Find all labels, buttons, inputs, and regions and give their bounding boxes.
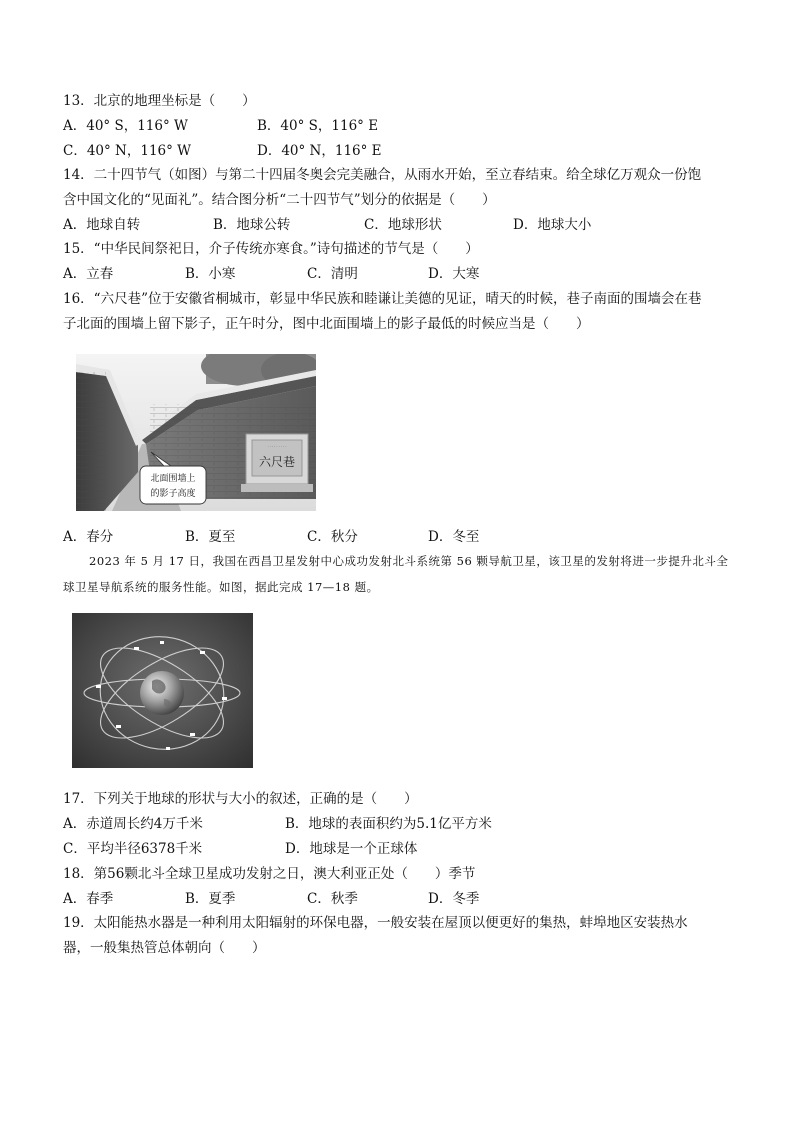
question-15-option-b: B．小寒	[185, 266, 236, 282]
question-16-stem-line-2: 子北面的围墙上留下影子，正午时分，图中北面围墙上的影子最低的时候应当是（ ）	[63, 316, 590, 332]
question-19-stem-line-2: 器，一般集热管总体朝向（ ）	[63, 940, 266, 956]
question-18-stem: 18．第56颗北斗全球卫星成功发射之日，澳大利亚正处（ ）季节	[63, 866, 476, 882]
question-18-option-c: C．秋季	[307, 891, 358, 907]
question-14-option-b: B．地球公转	[213, 217, 291, 233]
question-13-option-d: D．40° N，116° E	[257, 143, 382, 159]
reading-passage: 2023 年 5 月 17 日，我国在西昌卫星发射中心成功发射北斗系统第 56 颗导航卫星，该卫星的发射将进一步提升北斗全球卫星导航系统的服务性能。如图，据此完成 17—18 题。	[63, 554, 729, 594]
svg-text:· · · · · · · · ·: · · · · · · · · ·	[267, 445, 287, 449]
question-16-stem-line-1: 16．“六尺巷”位于安徽省桐城市，彰显中华民族和睦谦让美德的见证，晴天的时候，巷子南面的围墙会在巷	[63, 291, 702, 307]
question-18-option-d: D．冬季	[428, 891, 480, 907]
question-14-option-c: C．地球形状	[364, 217, 442, 233]
question-17-option-c: C．平均半径6378千米	[63, 841, 203, 857]
question-13-option-c: C．40° N，116° W	[63, 143, 192, 159]
question-17-option-d: D．地球是一个正球体	[285, 841, 418, 857]
question-14-stem-line-2: 含中国文化的“见面礼”。结合图分析“二十四节气”划分的依据是（ ）	[63, 192, 496, 208]
question-14-option-d: D．地球大小	[513, 217, 592, 233]
question-15-option-d: D．大寒	[428, 266, 480, 282]
question-13-option-b: B．40° S，116° E	[257, 118, 379, 134]
question-16-option-d: D．冬至	[428, 529, 480, 545]
question-14-option-a: A．地球自转	[63, 217, 141, 233]
question-16-option-b: B．夏至	[185, 529, 236, 545]
question-17-option-b: B．地球的表面积约为5.1亿平方米	[285, 816, 492, 832]
question-19-stem-line-1: 19．太阳能热水器是一种利用太阳辐射的环保电器，一般安装在屋顶以便更好的集热，蚌埠地区安装热水	[63, 915, 688, 931]
question-17-option-a: A．赤道周长约4万千米	[63, 816, 203, 832]
plaque-text: 六尺巷	[258, 455, 296, 469]
question-18-option-b: B．夏季	[185, 891, 236, 907]
question-15-option-c: C．清明	[307, 266, 358, 282]
question-13-stem: 13．北京的地理坐标是（ ）	[63, 93, 256, 109]
satellite-orbit-image	[72, 613, 253, 768]
question-13-option-a: A．40° S，116° W	[63, 118, 188, 134]
liuchixiang-photo	[76, 354, 316, 511]
callout-line-1: 北面围墙上	[150, 474, 196, 484]
question-16-option-a: A．春分	[63, 529, 114, 545]
question-18-option-a: A．春季	[63, 891, 114, 907]
question-17-stem: 17．下列关于地球的形状与大小的叙述，正确的是（ ）	[63, 791, 418, 807]
question-16-option-c: C．秋分	[307, 529, 358, 545]
question-15-option-a: A．立春	[63, 266, 114, 282]
callout-line-2: 的影子高度	[150, 489, 196, 499]
question-15-stem: 15．“中华民间祭祀日，介子传统亦寒食。”诗句描述的节气是（ ）	[63, 241, 479, 257]
question-14-stem-line-1: 14．二十四节气（如图）与第二十四届冬奥会完美融合，从雨水开始，至立春结束。给全球亿万观众一份饱	[63, 167, 702, 183]
